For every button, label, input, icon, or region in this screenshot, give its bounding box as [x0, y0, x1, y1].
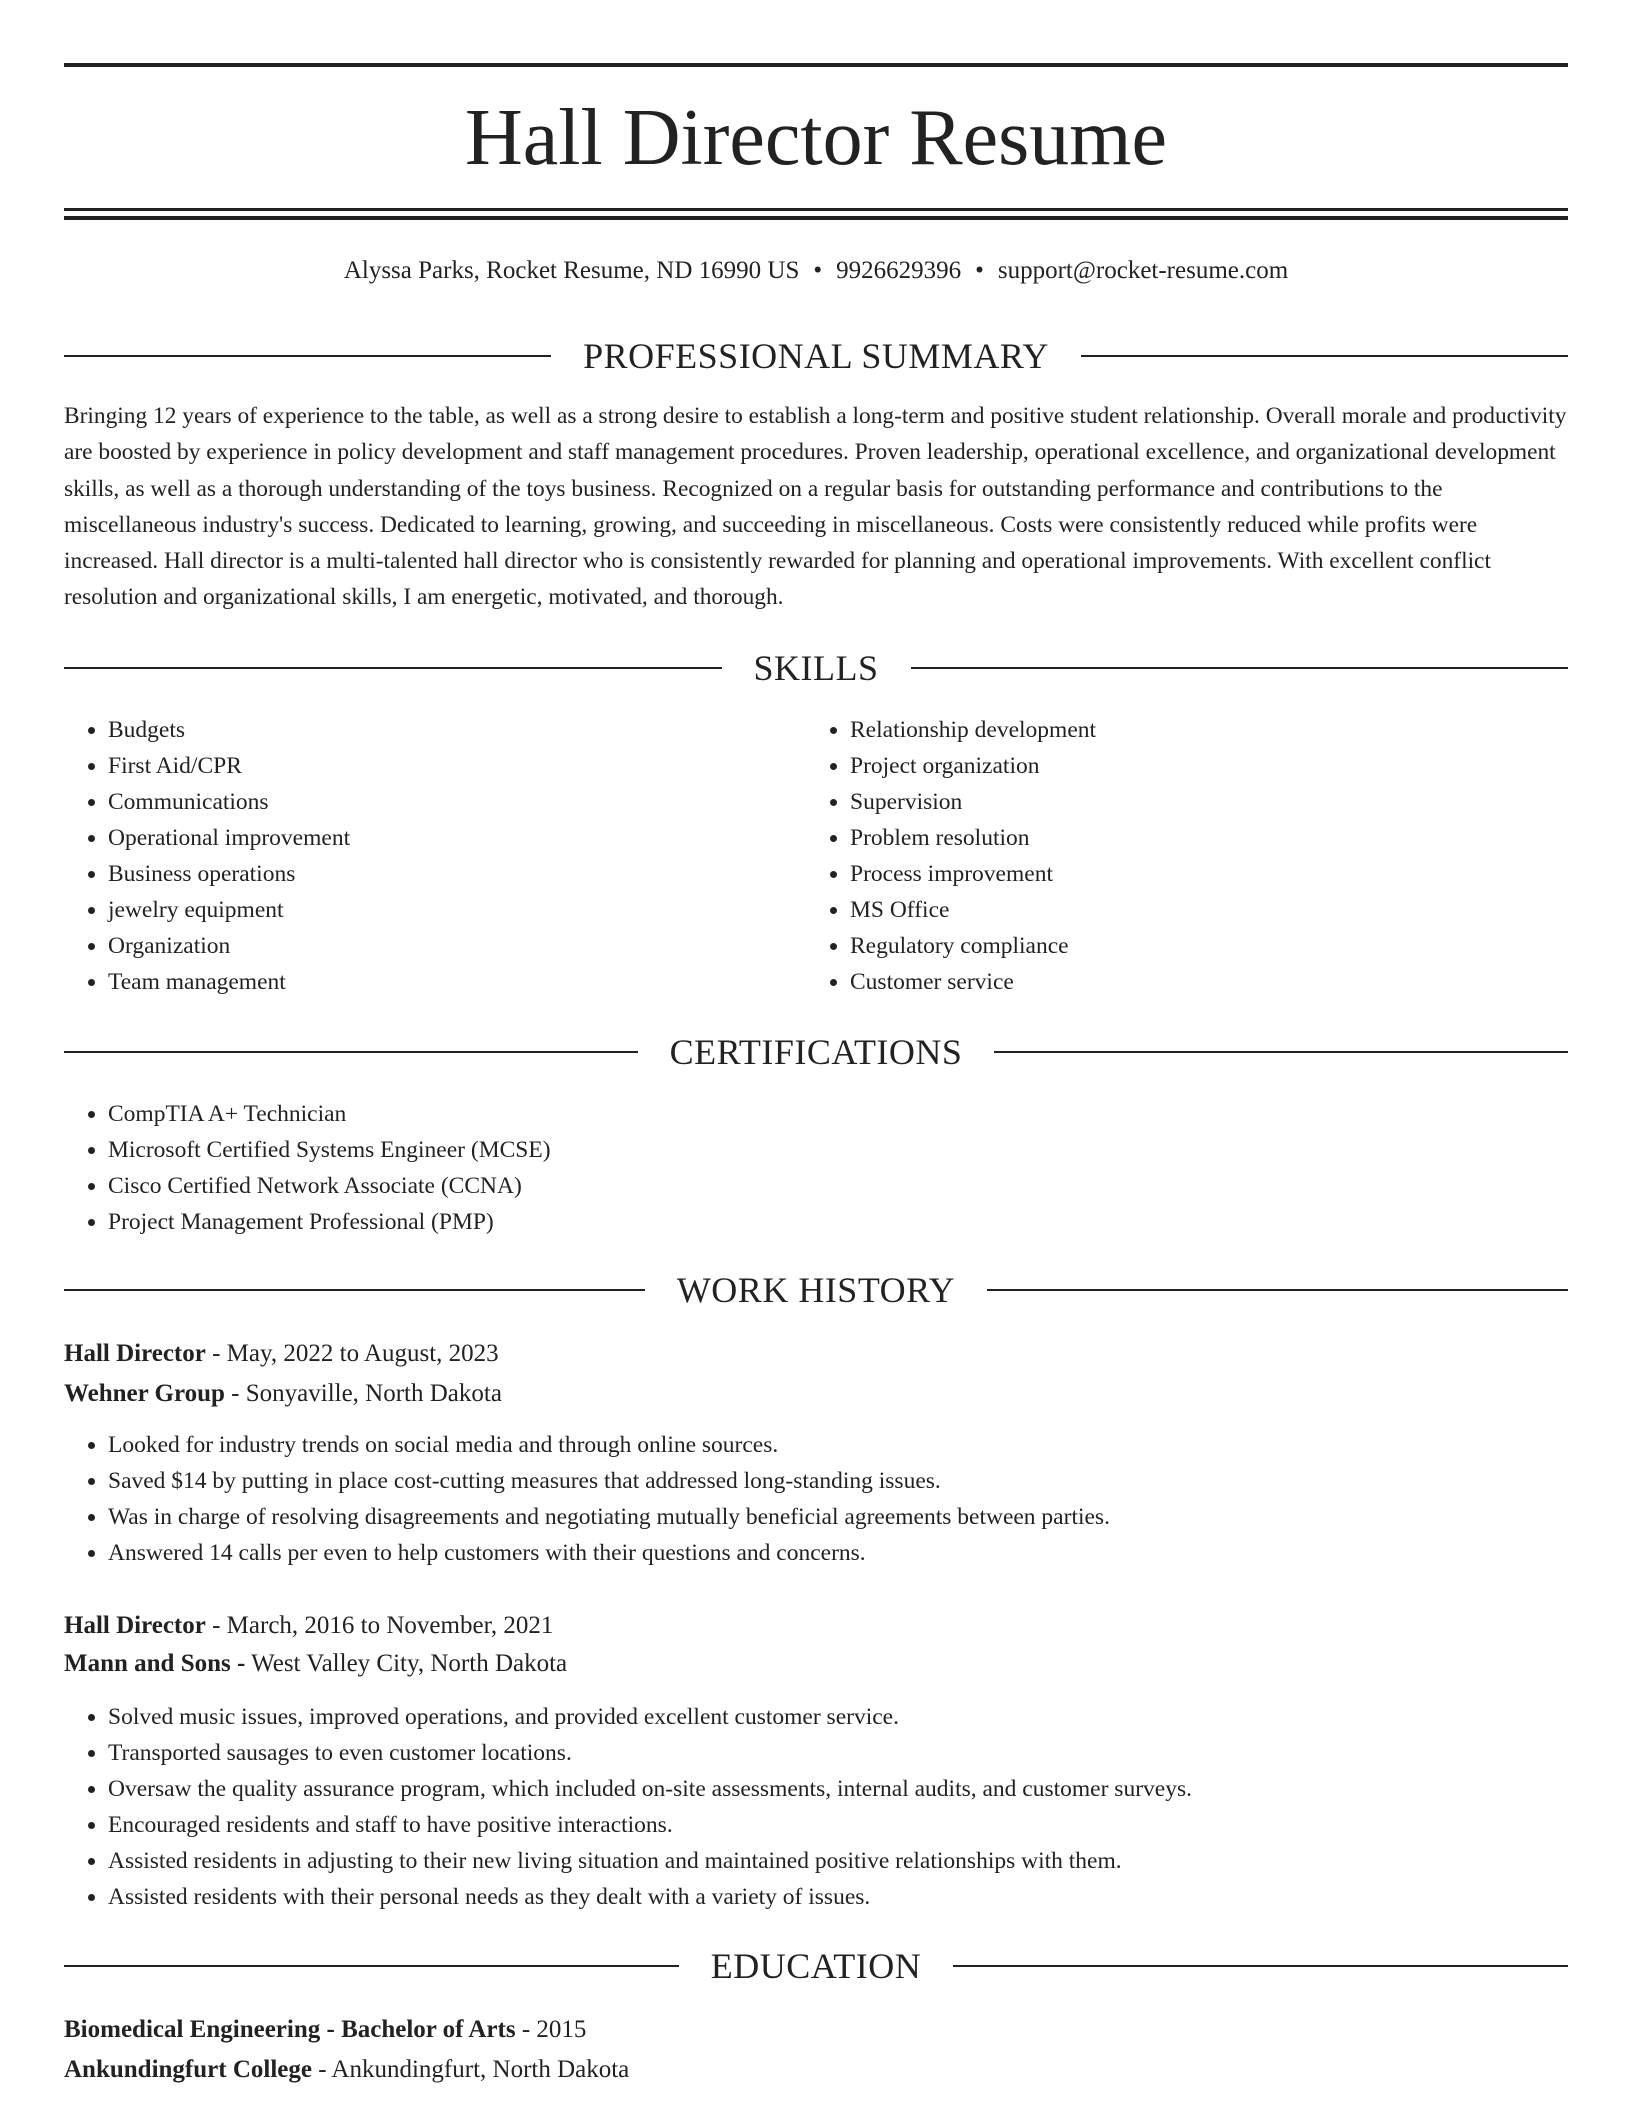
skills-list-right	[806, 712, 1590, 1000]
education-year: - 2015	[521, 2016, 587, 2043]
education-heading: EDUCATION	[710, 1946, 922, 1986]
education-degree-line	[64, 2010, 586, 2050]
contact-line	[64, 254, 1568, 288]
list-item: • Answered 14 calls per even to help customers with their questions and concerns.	[108, 1535, 1588, 1571]
list-item: • CompTIA A+ Technician	[108, 1096, 1588, 1132]
job-dates: - March, 2016 to November, 2021	[212, 1612, 554, 1639]
contact-separator: •	[813, 257, 823, 284]
heading-rule-left	[64, 1965, 679, 1967]
job-title: Hall Director	[64, 1340, 206, 1367]
list-item: • Solved music issues, improved operations, and provided excellent customer service.	[108, 1699, 1588, 1735]
job-title-line	[64, 1606, 553, 1646]
heading-rule-right	[953, 1965, 1568, 1967]
list-item: • Looked for industry trends on social media and through online sources.	[108, 1427, 1588, 1463]
summary-heading: PROFESSIONAL SUMMARY	[583, 336, 1049, 376]
list-item: • Encouraged residents and staff to have positive interactions.	[108, 1807, 1588, 1843]
list-item: • Relationship development	[850, 712, 1590, 748]
contact-phone: 9926629396	[836, 257, 962, 284]
list-item: • Oversaw the quality assurance program, which included on-site assessments, internal audits, and customer surveys.	[108, 1771, 1588, 1807]
section-heading-education	[64, 1944, 1568, 1988]
heading-rule-left	[64, 667, 722, 669]
list-item: • Project Management Professional (PMP)	[108, 1204, 1588, 1240]
list-item: • Microsoft Certified Systems Engineer (MCSE)	[108, 1132, 1588, 1168]
skills-list-left	[64, 712, 808, 1000]
job-title: Hall Director	[64, 1612, 206, 1639]
list-item: • Was in charge of resolving disagreements and negotiating mutually beneficial agreements between parties.	[108, 1499, 1588, 1535]
section-heading-summary	[64, 334, 1568, 378]
section-heading-work	[64, 1268, 1568, 1312]
list-item: • Problem resolution	[850, 820, 1590, 856]
education-school: Ankundingfurt College	[64, 2056, 312, 2083]
list-item: • Cisco Certified Network Associate (CCNA)	[108, 1168, 1588, 1204]
list-item: • Team management	[108, 964, 808, 1000]
job-company-line	[64, 1374, 502, 1414]
header-bottom-rule-1	[64, 208, 1568, 211]
list-item: • Customer service	[850, 964, 1590, 1000]
job-company-line	[64, 1644, 567, 1684]
job-company: Wehner Group	[64, 1380, 225, 1407]
heading-rule-left	[64, 1051, 638, 1053]
list-item: • MS Office	[850, 892, 1590, 928]
heading-rule-right	[911, 667, 1569, 669]
heading-rule-right	[1081, 355, 1568, 357]
certifications-heading: CERTIFICATIONS	[669, 1032, 963, 1072]
education-degree: Biomedical Engineering - Bachelor of Arts	[64, 2016, 516, 2043]
contact-address: Alyssa Parks, Rocket Resume, ND 16990 US	[343, 257, 800, 284]
list-item: • Operational improvement	[108, 820, 808, 856]
list-item: • Organization	[108, 928, 808, 964]
heading-rule-right	[994, 1051, 1568, 1053]
header-top-rule	[64, 63, 1568, 67]
list-item: • Saved $14 by putting in place cost-cutting measures that addressed long-standing issues.	[108, 1463, 1588, 1499]
list-item: • Assisted residents with their personal needs as they dealt with a variety of issues.	[108, 1879, 1588, 1915]
contact-separator: •	[975, 257, 984, 284]
list-item: • Business operations	[108, 856, 808, 892]
header-bottom-rule-2	[64, 216, 1568, 220]
job-company: Mann and Sons -	[64, 1650, 246, 1677]
page-title: Hall Director Resume	[465, 94, 1167, 182]
list-item: • First Aid/CPR	[108, 748, 808, 784]
job-bullets	[64, 1427, 1588, 1571]
list-item: • Budgets	[108, 712, 808, 748]
heading-rule-left	[64, 355, 551, 357]
list-item: • Transported sausages to even customer locations.	[108, 1735, 1588, 1771]
job-title-line	[64, 1334, 499, 1374]
job-dates: - May, 2022 to August, 2023	[212, 1340, 499, 1367]
job-location: - Sonyaville, North Dakota	[231, 1380, 502, 1407]
section-heading-certifications	[64, 1030, 1568, 1074]
education-school-line	[64, 2050, 629, 2090]
section-heading-skills	[64, 646, 1568, 690]
contact-email: support@rocket-resume.com	[997, 257, 1289, 284]
heading-rule-right	[987, 1289, 1568, 1291]
summary-text: Bringing 12 years of experience to the table, as well as a strong desire to establish a long-term and positive student relationship. Overall morale and productivity are boosted by experience in policy development and staff management procedures. Proven leadership, operational excellence, and organizational development skills, as well as a thorough understanding of the toys business. Recognized on a regular basis for outstanding performance and contributions to the miscellaneous industry's success. Dedicated to learning, growing, and succeeding in miscellaneous. Costs were consistently reduced while profits were increased. Hall director is a multi-talented hall director who is consistently rewarded for planning and operational improvements. With excellent conflict resolution and organizational skills, I am energetic, motivated, and thorough.	[64, 403, 1567, 611]
list-item: • Regulatory compliance	[850, 928, 1590, 964]
list-item: • Process improvement	[850, 856, 1590, 892]
education-location: - Ankundingfurt, North Dakota	[318, 2056, 630, 2083]
skills-heading: SKILLS	[753, 648, 879, 688]
list-item: • Supervision	[850, 784, 1590, 820]
job-location: West Valley City, North Dakota	[251, 1650, 568, 1677]
list-item: • Project organization	[850, 748, 1590, 784]
work-heading: WORK HISTORY	[676, 1270, 956, 1310]
job-bullets	[64, 1699, 1588, 1915]
list-item: • Assisted residents in adjusting to their new living situation and maintained positive relationships with them.	[108, 1843, 1588, 1879]
list-item: • jewelry equipment	[108, 892, 808, 928]
certifications-list	[64, 1096, 1588, 1240]
list-item: • Communications	[108, 784, 808, 820]
heading-rule-left	[64, 1289, 645, 1291]
